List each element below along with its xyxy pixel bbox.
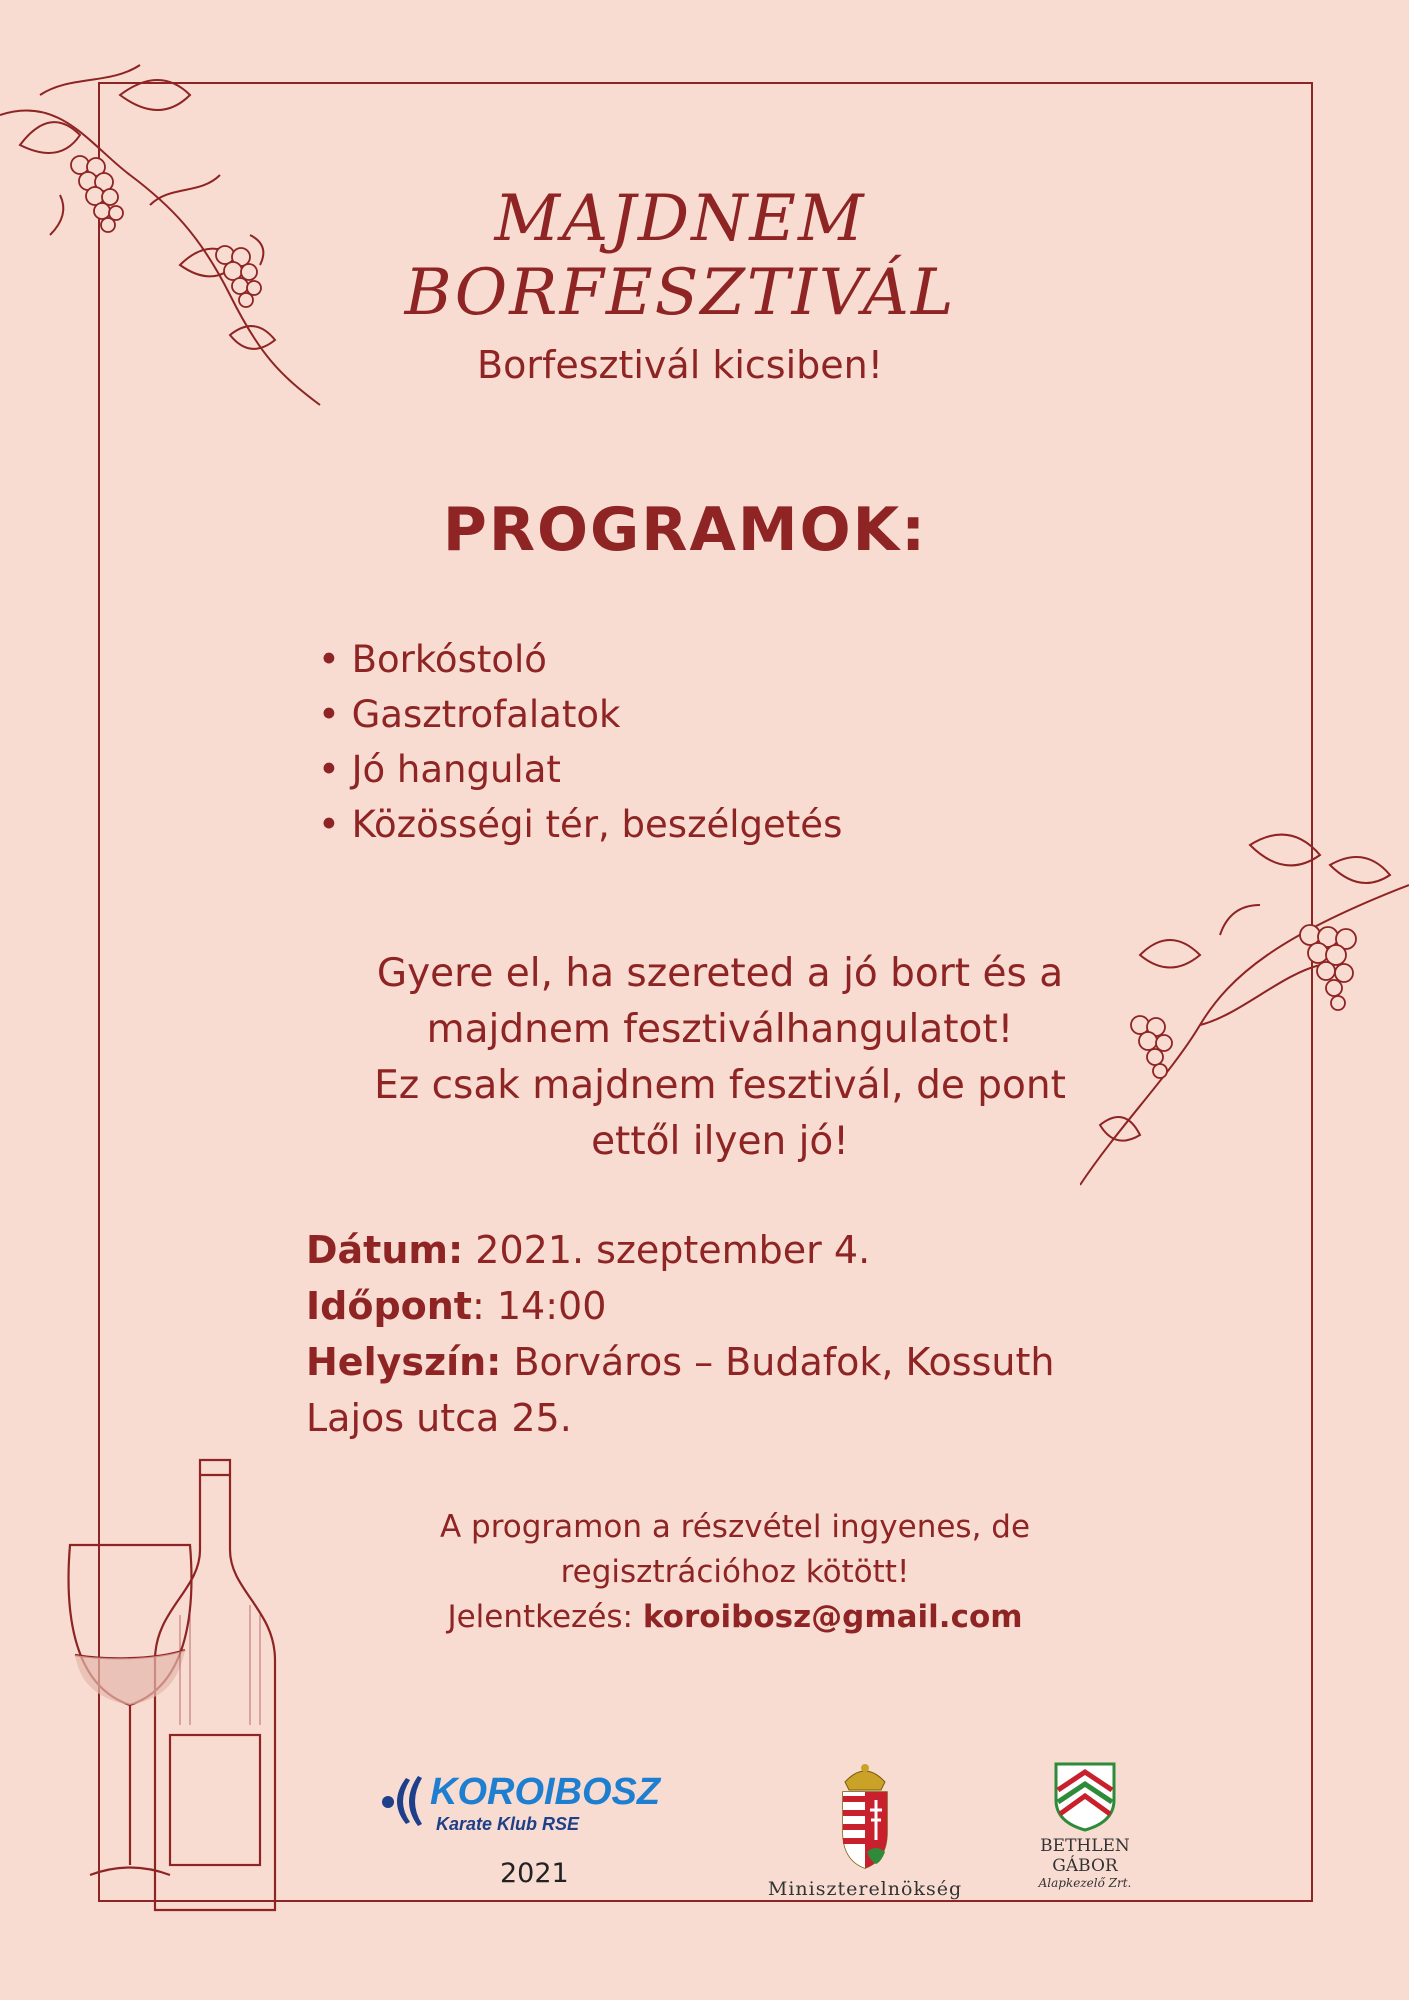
hungarian-coat-of-arms-icon (835, 1760, 895, 1870)
invitation-line: Ez csak majdnem fesztivál, de pont (374, 1063, 1066, 1108)
logo-year: 2021 (500, 1858, 569, 1889)
program-item: • Jó hangulat (318, 742, 842, 797)
program-item: • Borkóstoló (318, 632, 842, 687)
registration-contact (390, 1595, 1080, 1640)
koroibosz-name: KOROIBOSZ (430, 1771, 661, 1813)
koroibosz-logo-graphic (378, 1756, 688, 1836)
bethlen-gabor-name: BETHLEN GÁBOR (1040, 1836, 1130, 1876)
program-list (318, 632, 842, 852)
ministry-name: Miniszterelnökség (767, 1878, 963, 1900)
wine-bottle-and-glass-illustration (60, 1455, 300, 1925)
event-title-line-1: MAJDNEM (494, 182, 866, 256)
invitation-line: ettől ilyen jó! (591, 1119, 849, 1164)
time-label: Időpont (306, 1284, 472, 1328)
invitation-line: majdnem fesztiválhangulatot! (426, 1007, 1014, 1052)
program-item: • Gasztrofalatok (318, 687, 842, 742)
event-title-line-2: BORFESZTIVÁL (404, 256, 956, 330)
koroibosz-subtitle: Karate Klub RSE (436, 1814, 580, 1834)
invitation-text (300, 946, 1140, 1170)
date-row (306, 1222, 1106, 1278)
time-row (306, 1278, 1106, 1334)
date-label: Dátum: (306, 1228, 464, 1272)
programs-heading: PROGRAMOK: (442, 495, 928, 565)
registration-info (390, 1505, 1080, 1640)
registration-line: A programon a részvétel ingyenes, de (439, 1509, 1031, 1545)
registration-email-link[interactable]: koroibosz@gmail.com (642, 1599, 1023, 1635)
place-label: Helyszín: (306, 1340, 502, 1384)
date-value: 2021. szeptember 4. (463, 1228, 871, 1272)
program-item: • Közösségi tér, beszélgetés (318, 797, 842, 852)
registration-label: Jelentkezés: (447, 1599, 643, 1635)
place-value-continued: Lajos utca 25. (306, 1396, 572, 1440)
registration-line: regisztrációhoz kötött! (560, 1554, 910, 1590)
ministry-logo (755, 1760, 975, 1900)
bethlen-gabor-shield-icon (1050, 1760, 1120, 1832)
invitation-line: Gyere el, ha szereted a jó bort és a (376, 951, 1064, 996)
bethlen-gabor-subtitle: Alapkezelő Zrt. (1038, 1876, 1132, 1890)
place-row (306, 1334, 1106, 1390)
koroibosz-logo (378, 1756, 688, 1840)
event-details (306, 1222, 1106, 1446)
time-value: : 14:00 (471, 1284, 607, 1328)
bethlen-gabor-logo (1010, 1760, 1160, 1890)
event-subtitle: Borfesztivál kicsiben! (477, 343, 883, 387)
place-value: Borváros – Budafok, Kossuth (501, 1340, 1055, 1384)
